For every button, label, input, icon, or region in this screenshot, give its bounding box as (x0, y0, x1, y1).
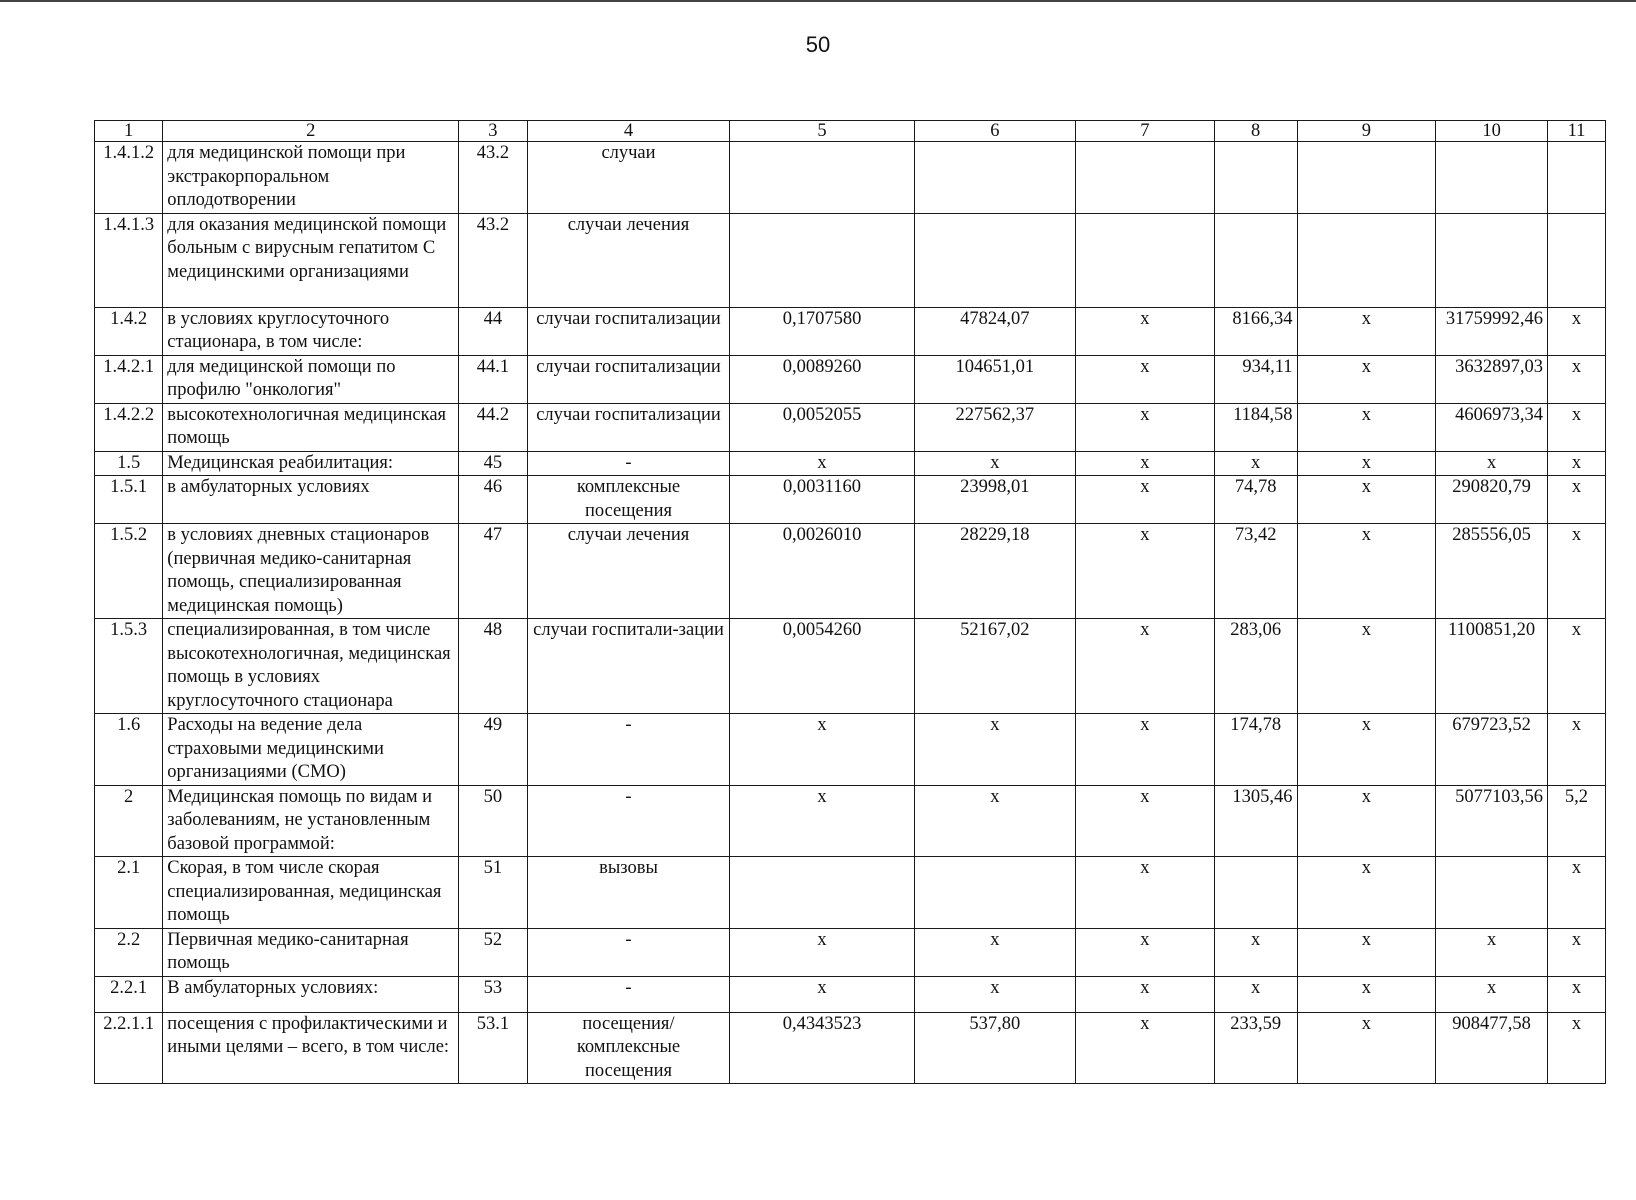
row-cell-10: 1100851,20 (1436, 619, 1548, 714)
row-line-number: 46 (459, 476, 527, 524)
row-unit: - (527, 451, 730, 476)
row-cell-10: 5077103,56 (1436, 785, 1548, 857)
row-cell-9: х (1297, 714, 1436, 786)
row-cell-7 (1076, 213, 1215, 307)
row-cell-7: х (1076, 403, 1215, 451)
row-description: высокотехнологичная медицинская помощь (163, 403, 459, 451)
page-number: 50 (805, 32, 831, 57)
row-cell-8: х (1214, 451, 1297, 476)
row-description: специализированная, в том числе высокотехнологичная, медицинская помощь в условиях круглосуточного стационара (163, 619, 459, 714)
row-cell-8: х (1214, 976, 1297, 1012)
row-unit: комплексные посещения (527, 476, 730, 524)
row-cell-5: 0,0052055 (730, 403, 914, 451)
row-code: 1.4.2.2 (95, 403, 163, 451)
row-line-number: 44.1 (459, 355, 527, 403)
row-code: 1.4.2 (95, 307, 163, 355)
row-cell-11: х (1547, 355, 1605, 403)
row-line-number: 44 (459, 307, 527, 355)
row-unit: случаи (527, 142, 730, 214)
row-cell-5 (730, 142, 914, 214)
row-cell-7: х (1076, 976, 1215, 1012)
row-cell-10: 908477,58 (1436, 1012, 1548, 1084)
row-cell-5 (730, 213, 914, 307)
row-cell-5: 0,0026010 (730, 524, 914, 619)
top-rule (0, 0, 1636, 2)
row-line-number: 44.2 (459, 403, 527, 451)
header-cell: 5 (730, 121, 914, 142)
row-line-number: 48 (459, 619, 527, 714)
row-description: Расходы на ведение дела страховыми медицинскими организациями (СМО) (163, 714, 459, 786)
row-cell-9: х (1297, 355, 1436, 403)
row-cell-5: х (730, 928, 914, 976)
table-row (95, 976, 1606, 1012)
row-description: Первичная медико-санитарная помощь (163, 928, 459, 976)
row-unit: - (527, 928, 730, 976)
row-code: 1.5.3 (95, 619, 163, 714)
row-cell-7: х (1076, 476, 1215, 524)
row-description: В амбулаторных условиях: (163, 976, 459, 1012)
row-line-number: 50 (459, 785, 527, 857)
row-cell-8: 174,78 (1214, 714, 1297, 786)
row-cell-6 (914, 857, 1075, 929)
row-cell-5: 0,1707580 (730, 307, 914, 355)
row-cell-7 (1076, 142, 1215, 214)
row-cell-10: 4606973,34 (1436, 403, 1548, 451)
row-cell-11: 5,2 (1547, 785, 1605, 857)
row-code: 2.2 (95, 928, 163, 976)
header-cell: 9 (1297, 121, 1436, 142)
row-cell-5: х (730, 976, 914, 1012)
row-cell-10: 31759992,46 (1436, 307, 1548, 355)
row-description: Скорая, в том числе скорая специализированная, медицинская помощь (163, 857, 459, 929)
row-cell-9: х (1297, 1012, 1436, 1084)
row-cell-11: х (1547, 451, 1605, 476)
table-row (95, 785, 1606, 857)
row-line-number: 53.1 (459, 1012, 527, 1084)
row-unit: - (527, 976, 730, 1012)
row-cell-11: х (1547, 619, 1605, 714)
row-cell-5: х (730, 714, 914, 786)
row-unit: случаи госпитализации (527, 307, 730, 355)
row-line-number: 47 (459, 524, 527, 619)
row-cell-9: х (1297, 307, 1436, 355)
row-code: 1.5.1 (95, 476, 163, 524)
row-cell-11: х (1547, 857, 1605, 929)
row-cell-11: х (1547, 1012, 1605, 1084)
header-cell: 8 (1214, 121, 1297, 142)
row-line-number: 53 (459, 976, 527, 1012)
row-cell-8: 8166,34 (1214, 307, 1297, 355)
row-cell-8 (1214, 142, 1297, 214)
header-cell: 3 (459, 121, 527, 142)
row-cell-7: х (1076, 857, 1215, 929)
row-cell-6: 23998,01 (914, 476, 1075, 524)
row-cell-6: 28229,18 (914, 524, 1075, 619)
row-unit: случаи лечения (527, 213, 730, 307)
header-cell: 6 (914, 121, 1075, 142)
row-line-number: 43.2 (459, 213, 527, 307)
header-cell: 10 (1436, 121, 1548, 142)
row-cell-10: х (1436, 928, 1548, 976)
row-cell-5: х (730, 785, 914, 857)
row-code: 1.5 (95, 451, 163, 476)
row-cell-6: х (914, 928, 1075, 976)
row-cell-7: х (1076, 524, 1215, 619)
row-unit: случаи госпитали-зации (527, 619, 730, 714)
row-code: 1.4.2.1 (95, 355, 163, 403)
row-unit: случаи госпитализации (527, 355, 730, 403)
header-cell: 4 (527, 121, 730, 142)
row-description: для медицинской помощи по профилю "онкология" (163, 355, 459, 403)
row-line-number: 43.2 (459, 142, 527, 214)
row-cell-9 (1297, 213, 1436, 307)
row-cell-10: х (1436, 976, 1548, 1012)
row-cell-8: 233,59 (1214, 1012, 1297, 1084)
row-code: 2 (95, 785, 163, 857)
row-cell-5: 0,0089260 (730, 355, 914, 403)
row-cell-7: х (1076, 619, 1215, 714)
row-cell-11: х (1547, 476, 1605, 524)
row-cell-8 (1214, 857, 1297, 929)
row-cell-11: х (1547, 928, 1605, 976)
row-cell-6: х (914, 976, 1075, 1012)
row-line-number: 45 (459, 451, 527, 476)
header-cell: 1 (95, 121, 163, 142)
row-cell-9: х (1297, 619, 1436, 714)
row-cell-7: х (1076, 355, 1215, 403)
header-cell: 11 (1547, 121, 1605, 142)
row-cell-11 (1547, 142, 1605, 214)
row-cell-9: х (1297, 785, 1436, 857)
row-description: Медицинская помощь по видам и заболеваниям, не установленным базовой программой: (163, 785, 459, 857)
table-row (95, 307, 1606, 355)
row-cell-11: х (1547, 976, 1605, 1012)
row-description: в амбулаторных условиях (163, 476, 459, 524)
row-cell-8: 74,78 (1214, 476, 1297, 524)
row-cell-10: 285556,05 (1436, 524, 1548, 619)
row-cell-10: 290820,79 (1436, 476, 1548, 524)
row-cell-6: 227562,37 (914, 403, 1075, 451)
table-row (95, 476, 1606, 524)
row-line-number: 49 (459, 714, 527, 786)
row-description: в условиях круглосуточного стационара, в том числе: (163, 307, 459, 355)
row-code: 2.1 (95, 857, 163, 929)
row-description: для оказания медицинской помощи больным с вирусным гепатитом С медицинскими организациями (163, 213, 459, 307)
header-cell: 2 (163, 121, 459, 142)
row-cell-7: х (1076, 928, 1215, 976)
row-cell-9 (1297, 142, 1436, 214)
row-code: 1.5.2 (95, 524, 163, 619)
row-cell-9: х (1297, 928, 1436, 976)
row-cell-5: 0,4343523 (730, 1012, 914, 1084)
row-cell-5: 0,0031160 (730, 476, 914, 524)
row-cell-11 (1547, 213, 1605, 307)
row-cell-8 (1214, 213, 1297, 307)
row-code: 1.6 (95, 714, 163, 786)
table-row (95, 142, 1606, 214)
row-code: 2.2.1.1 (95, 1012, 163, 1084)
row-cell-7: х (1076, 1012, 1215, 1084)
table-row (95, 714, 1606, 786)
row-cell-5: х (730, 451, 914, 476)
row-unit: вызовы (527, 857, 730, 929)
row-cell-8: х (1214, 928, 1297, 976)
row-unit: случаи госпитализации (527, 403, 730, 451)
row-description: для медицинской помощи при экстракорпоральном оплодотворении (163, 142, 459, 214)
table-row (95, 213, 1606, 307)
row-cell-10 (1436, 857, 1548, 929)
row-cell-9: х (1297, 451, 1436, 476)
row-cell-9: х (1297, 476, 1436, 524)
row-cell-10 (1436, 213, 1548, 307)
row-cell-5 (730, 857, 914, 929)
row-cell-11: х (1547, 714, 1605, 786)
row-code: 1.4.1.3 (95, 213, 163, 307)
data-table (94, 120, 1606, 1084)
row-cell-5: 0,0054260 (730, 619, 914, 714)
row-cell-10: х (1436, 451, 1548, 476)
row-cell-8: 1305,46 (1214, 785, 1297, 857)
row-cell-10: 679723,52 (1436, 714, 1548, 786)
header-cell: 7 (1076, 121, 1215, 142)
row-cell-7: х (1076, 714, 1215, 786)
row-cell-6 (914, 213, 1075, 307)
row-cell-11: х (1547, 524, 1605, 619)
table-row (95, 1012, 1606, 1084)
row-cell-10: 3632897,03 (1436, 355, 1548, 403)
row-unit: - (527, 785, 730, 857)
row-cell-6: 52167,02 (914, 619, 1075, 714)
row-cell-8: 934,11 (1214, 355, 1297, 403)
row-cell-6: 47824,07 (914, 307, 1075, 355)
row-cell-8: 283,06 (1214, 619, 1297, 714)
row-line-number: 51 (459, 857, 527, 929)
row-cell-7: х (1076, 451, 1215, 476)
row-unit: случаи лечения (527, 524, 730, 619)
row-cell-6: х (914, 451, 1075, 476)
row-cell-8: 73,42 (1214, 524, 1297, 619)
table-row (95, 403, 1606, 451)
row-cell-7: х (1076, 307, 1215, 355)
row-cell-9: х (1297, 857, 1436, 929)
row-cell-6: х (914, 714, 1075, 786)
row-cell-9: х (1297, 976, 1436, 1012)
row-cell-6: 537,80 (914, 1012, 1075, 1084)
row-cell-6: 104651,01 (914, 355, 1075, 403)
table-row (95, 451, 1606, 476)
table-row (95, 928, 1606, 976)
row-cell-11: х (1547, 307, 1605, 355)
row-cell-11: х (1547, 403, 1605, 451)
row-description: Медицинская реабилитация: (163, 451, 459, 476)
row-description: в условиях дневных стационаров (первичная медико-санитарная помощь, специализированная медицинская помощь) (163, 524, 459, 619)
row-code: 1.4.1.2 (95, 142, 163, 214)
row-cell-6: х (914, 785, 1075, 857)
row-unit: посещения/ комплексные посещения (527, 1012, 730, 1084)
table-row (95, 524, 1606, 619)
table-row (95, 857, 1606, 929)
table-row (95, 619, 1606, 714)
row-description: посещения с профилактическими и иными целями – всего, в том числе: (163, 1012, 459, 1084)
row-cell-9: х (1297, 524, 1436, 619)
row-code: 2.2.1 (95, 976, 163, 1012)
row-cell-8: 1184,58 (1214, 403, 1297, 451)
row-unit: - (527, 714, 730, 786)
row-cell-9: х (1297, 403, 1436, 451)
header-row (95, 121, 1606, 142)
table-row (95, 355, 1606, 403)
row-cell-10 (1436, 142, 1548, 214)
row-cell-7: х (1076, 785, 1215, 857)
row-line-number: 52 (459, 928, 527, 976)
row-cell-6 (914, 142, 1075, 214)
